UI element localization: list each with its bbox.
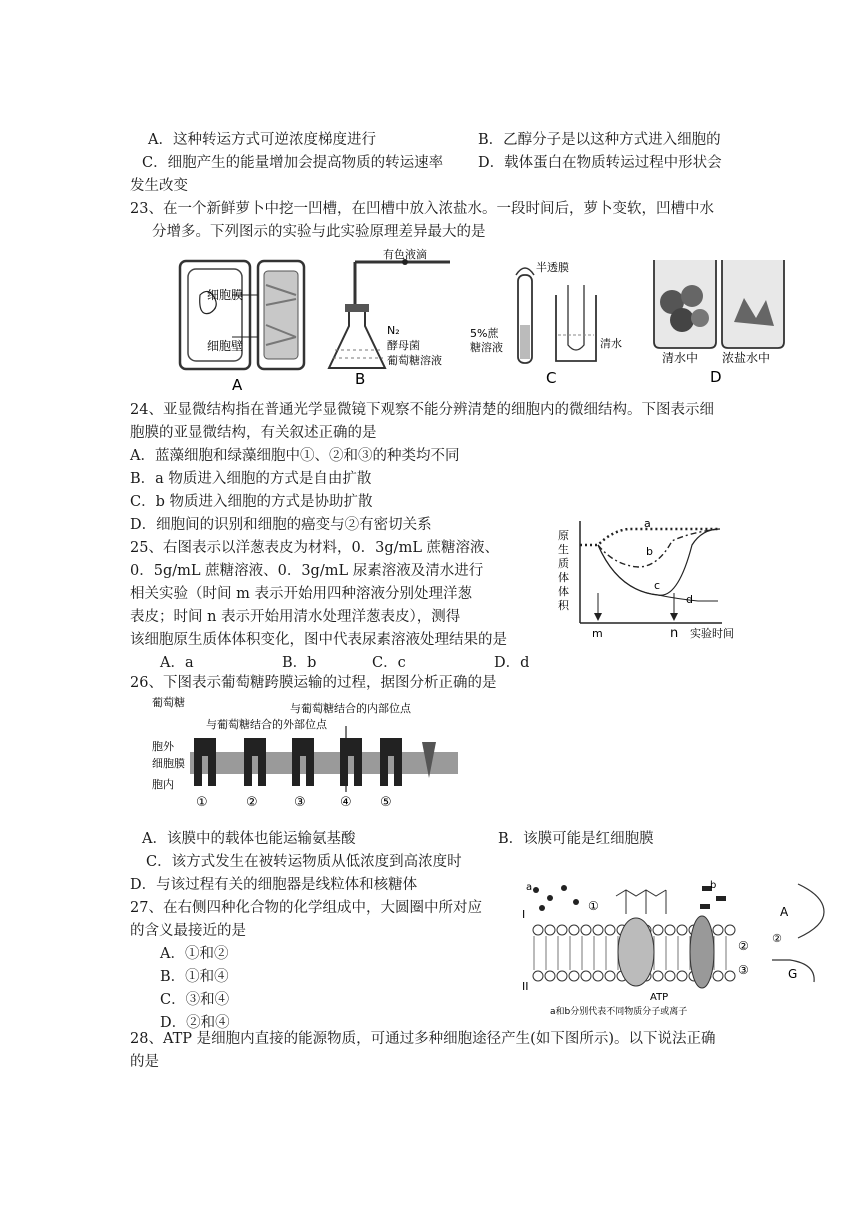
- q24-option-a: A．蓝藻细胞和绿藻细胞中①、②和③的种类均不同: [130, 448, 460, 464]
- q23-figure-a: [172, 255, 312, 395]
- q27-option-c: C．③和④: [160, 992, 230, 1008]
- cell-wall-label: 细胞壁: [207, 339, 244, 353]
- q25-volume-graph: [550, 515, 750, 645]
- sucrose-label-1: 5%蔗: [470, 327, 499, 340]
- q26-option-a: A．该膜中的载体也能运输氨基酸: [142, 831, 356, 847]
- q23-figure-c: [468, 255, 622, 390]
- q26-glucose-transport-figure: [150, 696, 460, 810]
- q25-line-1: 25、右图表示以洋葱表皮为材料，0．3g/mL 蔗糖溶液、: [130, 540, 500, 556]
- curve-d-label: d: [686, 593, 693, 606]
- q24-option-c: C．b 物质进入细胞的方式是协助扩散: [130, 494, 373, 510]
- semipermeable-membrane-label: 半透膜: [536, 261, 569, 274]
- n2-label: N₂: [387, 324, 400, 337]
- sucrose-label-2: 糖溶液: [470, 341, 503, 354]
- colored-drop-label: 有色液滴: [383, 248, 427, 261]
- q25-line-5: 该细胞原生质体体积变化，图中代表尿素溶液处理结果的是: [130, 632, 507, 648]
- water-beaker-label: 清水中: [662, 351, 699, 365]
- q22-option-b: B．乙醇分子是以这种方式进入细胞的: [478, 132, 721, 148]
- q23-figure-b: [325, 250, 465, 390]
- q24-stem: 24、亚显微结构指在普通光学显微镜下观察不能分辨清楚的细胞内的微细结构。下图表示细: [130, 402, 714, 418]
- y-axis-char-6: 积: [558, 599, 569, 612]
- q25-line-4: 表皮；时间 n 表示开始用清水处理洋葱表皮），测得: [130, 609, 461, 625]
- inside-label: 胞内: [152, 778, 174, 791]
- cell-membrane-label: 细胞膜: [207, 288, 244, 302]
- curve-c-label: c: [654, 579, 661, 592]
- yeast-label: 酵母菌: [387, 339, 420, 352]
- membrane-label: 细胞膜: [152, 757, 185, 770]
- mark-1-label: ①: [588, 899, 599, 913]
- edge-fragment-mid: ②: [772, 932, 782, 945]
- step-4-label: ④: [340, 795, 352, 810]
- q26-option-c: C．该方式发生在被转运物质从低浓度到高浓度时: [146, 854, 462, 870]
- mark-3-label: ③: [738, 963, 749, 977]
- q23-stem-cont: 分增多。下列图示的实验与此实验原理差异最大的是: [152, 224, 486, 240]
- substance-a-label: a: [526, 882, 533, 893]
- clear-water-label: 清水: [600, 337, 622, 350]
- time-m-label: m: [592, 627, 603, 640]
- figure-caption: a和b分别代表不同物质分子或离子: [550, 1007, 688, 1017]
- q22-option-d: D．载体蛋白在物质转运过程中形状会: [478, 155, 722, 171]
- q23-figure-d: [648, 252, 788, 387]
- curve-b-label: b: [646, 545, 653, 558]
- q28-stem: 28、ATP 是细胞内直接的能源物质，可通过多种细胞途径产生(如下图所示)。以下说法正确: [130, 1031, 716, 1047]
- q23-stem: 23、在一个新鲜萝卜中挖一凹槽，在凹槽中放入浓盐水。一段时间后，萝卜变软，凹槽中水: [130, 201, 714, 217]
- q22-option-c: C．细胞产生的能量增加会提高物质的转运速率: [142, 155, 444, 171]
- q24-option-d: D．细胞间的识别和细胞的癌变与②有密切关系: [130, 517, 432, 533]
- q27-stem: 27、在右侧四种化合物的化学组成中，大圆圈中所对应: [130, 900, 482, 916]
- q25-option-a: A．a: [160, 655, 194, 671]
- q26-option-b: B．该膜可能是红细胞膜: [498, 831, 654, 847]
- edge-fragment-bottom: G: [788, 967, 798, 981]
- q22-option-d-cont: 发生改变: [130, 178, 188, 194]
- figure-c-label: C: [546, 369, 557, 387]
- y-axis-char-3: 质: [558, 557, 569, 570]
- q25-option-d: D．d: [494, 655, 530, 671]
- figure-b-label: B: [355, 370, 366, 388]
- right-edge-fragments: [768, 880, 860, 990]
- figure-d-label: D: [710, 368, 722, 386]
- figure-a-label: A: [232, 376, 243, 394]
- q22-option-a: A．这种转运方式可逆浓度梯度进行: [148, 132, 376, 148]
- q25-line-3: 相关实验（时间 m 表示开始用四种溶液分别处理洋葱: [130, 586, 472, 602]
- time-n-label: n: [670, 626, 679, 641]
- mark-2-label: ②: [738, 939, 749, 953]
- outer-site-label: 与葡萄糖结合的外部位点: [206, 718, 327, 731]
- salt-beaker-label: 浓盐水中: [722, 351, 771, 365]
- side-i-label: I: [522, 908, 526, 921]
- q28-stem-cont: 的是: [130, 1054, 159, 1070]
- atp-label: ATP: [650, 992, 669, 1003]
- q27-option-b: B．①和④: [160, 969, 229, 985]
- y-axis-char-2: 生: [558, 543, 569, 556]
- x-axis-label: 实验时间: [690, 627, 734, 640]
- step-3-label: ③: [294, 795, 306, 810]
- inner-site-label: 与葡萄糖结合的内部位点: [290, 702, 411, 715]
- q26-stem: 26、下图表示葡萄糖跨膜运输的过程，据图分析正确的是: [130, 675, 497, 691]
- edge-fragment-top: A: [780, 905, 789, 919]
- cell-membrane-figure: [520, 878, 766, 1018]
- y-axis-char-4: 体: [558, 571, 569, 584]
- q25-option-b: B．b: [282, 655, 317, 671]
- q27-stem-cont: 的含义最接近的是: [130, 923, 246, 939]
- q27-option-a: A．①和②: [160, 946, 229, 962]
- outside-label: 胞外: [152, 740, 174, 753]
- y-axis-char-1: 原: [558, 529, 569, 542]
- glucose-label: 葡萄糖: [152, 696, 185, 709]
- step-1-label: ①: [196, 795, 208, 810]
- q27-option-d: D．②和④: [160, 1015, 230, 1031]
- curve-a-label: a: [644, 517, 651, 530]
- step-5-label: ⑤: [380, 795, 392, 810]
- q24-stem-cont: 胞膜的亚显微结构，有关叙述正确的是: [130, 425, 377, 441]
- side-ii-label: II: [522, 980, 529, 993]
- glucose-solution-label: 葡萄糖溶液: [387, 354, 442, 367]
- q25-line-2: 0．5g/mL 蔗糖溶液、0．3g/mL 尿素溶液及清水进行: [130, 563, 484, 579]
- q24-option-b: B．a 物质进入细胞的方式是自由扩散: [130, 471, 372, 487]
- q26-option-d: D．与该过程有关的细胞器是线粒体和核糖体: [130, 877, 418, 893]
- substance-b-label: b: [710, 880, 717, 891]
- y-axis-char-5: 体: [558, 585, 569, 598]
- step-2-label: ②: [246, 795, 258, 810]
- q25-option-c: C．c: [372, 655, 406, 671]
